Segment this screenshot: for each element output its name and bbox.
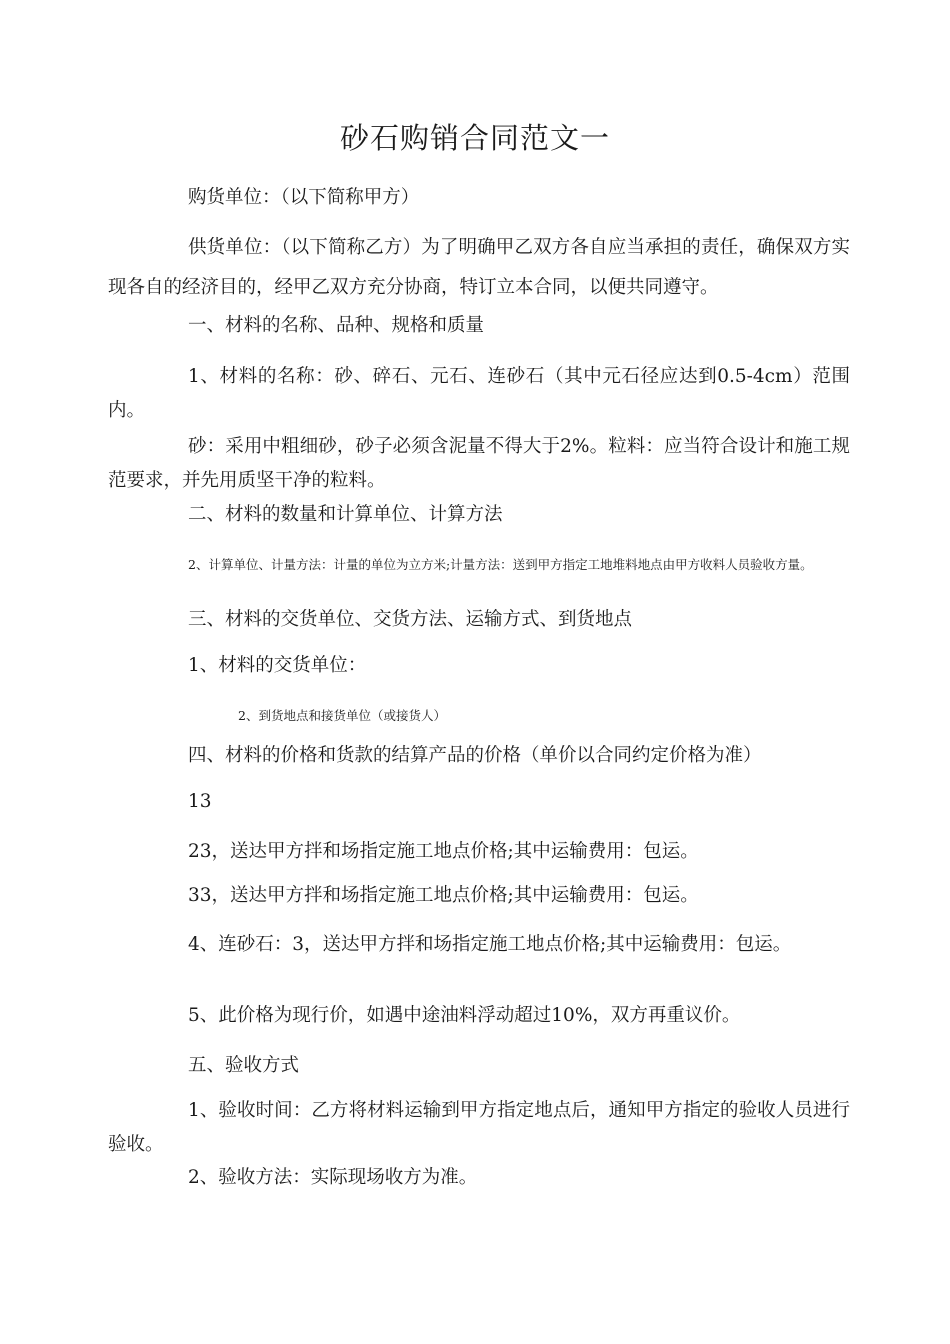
section-2-heading: 二、材料的数量和计算单位、计算方法 bbox=[188, 504, 503, 525]
item-4-1-line: 13 bbox=[188, 791, 212, 812]
item-4-3-line: 33，送达甲方拌和场指定施工地点价格;其中运输费用：包运。 bbox=[188, 885, 699, 906]
item-4-5-line: 5、此价格为现行价，如遇中途油料浮动超过10%，双方再重议价。 bbox=[188, 1005, 741, 1026]
item-4-4-paragraph: 4、连砂石：3，送达甲方拌和场指定施工地点价格;其中运输费用：包运。 bbox=[188, 934, 792, 955]
item-2-2-paragraph: 2、计算单位、计量方法：计量的单位为立方米;计量方法：送到甲方指定工地堆料地点由甲方收料人员验收方量。 bbox=[188, 557, 813, 572]
item-5-1-paragraph: 1、验收时间：乙方将材料运输到甲方指定地点后，通知甲方指定的验收人员进行验收。 bbox=[108, 1100, 850, 1155]
supplier-paragraph: 供货单位：（以下简称乙方）为了明确甲乙双方各自应当承担的责任，确保双方实现各自的经济目的，经甲乙双方充分协商，特订立本合同，以便共同遵守。 bbox=[108, 237, 850, 298]
sand-requirements-paragraph: 砂：采用中粗细砂，砂子必须含泥量不得大于2%。粒料：应当符合设计和施工规范要求，并先用质坚干净的粒料。 bbox=[108, 436, 850, 491]
item-4-2-line: 23，送达甲方拌和场指定施工地点价格;其中运输费用：包运。 bbox=[188, 841, 699, 862]
buyer-line: 购货单位：（以下简称甲方） bbox=[188, 187, 420, 208]
item-3-1-line: 1、材料的交货单位： bbox=[188, 655, 367, 676]
section-1-heading: 一、材料的名称、品种、规格和质量 bbox=[188, 315, 485, 336]
item-1-1-paragraph: 1、材料的名称：砂、碎石、元石、连砂石（其中元石径应达到0.5-4cm）范围内。 bbox=[108, 366, 850, 421]
document-title: 砂石购销合同范文一 bbox=[339, 121, 610, 155]
section-4-heading: 四、材料的价格和货款的结算产品的价格（单价以合同约定价格为准） bbox=[188, 745, 762, 766]
section-5-heading: 五、验收方式 bbox=[188, 1055, 300, 1076]
item-3-2-line: 2、到货地点和接货单位（或接货人） bbox=[238, 708, 446, 723]
section-3-heading: 三、材料的交货单位、交货方法、运输方式、到货地点 bbox=[188, 609, 633, 630]
item-5-2-line: 2、验收方法：实际现场收方为准。 bbox=[188, 1167, 478, 1188]
